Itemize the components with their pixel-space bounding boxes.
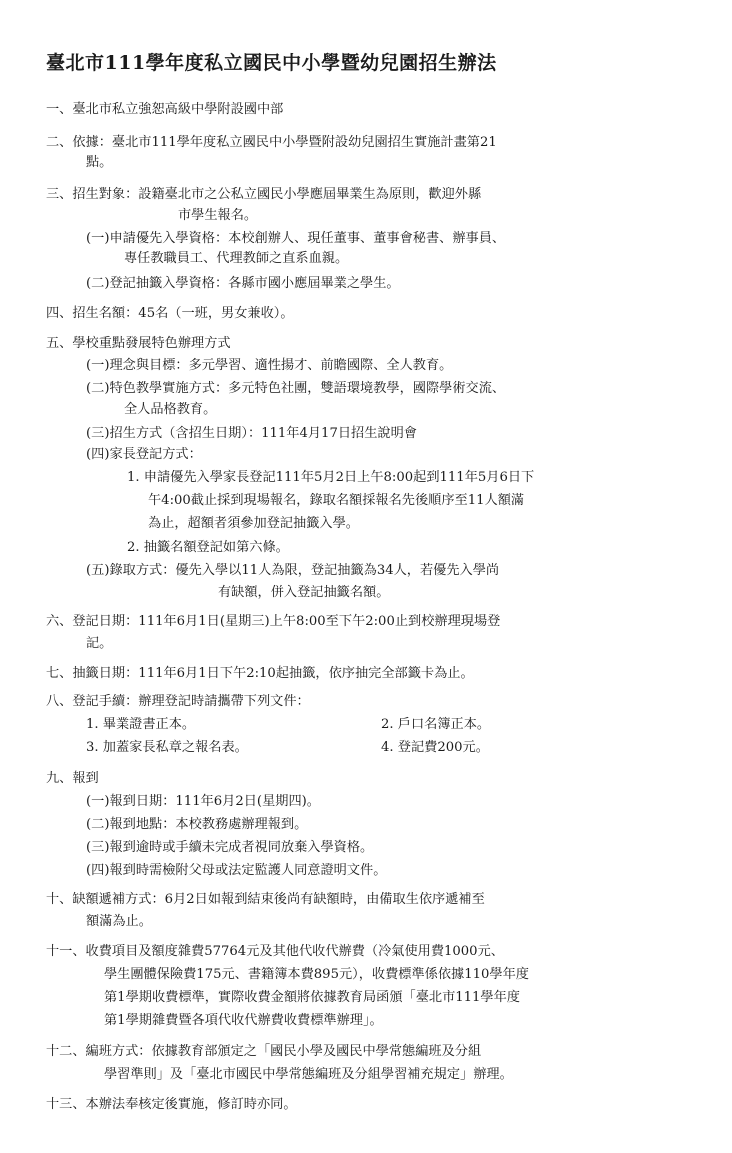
item-8: 八、登記手續：辦理登記時請攜帶下列文件： xyxy=(46,694,310,709)
item-5-5-cont: 有缺額，併入登記抽籤名額。 xyxy=(218,585,390,600)
item-9-3: (三)報到逾時或手續未完成者視同放棄入學資格。 xyxy=(86,840,374,855)
item-6: 六、登記日期：111年6月1日(星期三)上午8:00至下午2:00止到校辦理現場登 xyxy=(46,614,501,629)
item-5-4-2: 2. 抽籤名額登記如第六條。 xyxy=(127,540,289,555)
item-5-2-cont: 全人品格教育。 xyxy=(124,402,217,417)
item-9-2: (二)報到地點：本校教務處辦理報到。 xyxy=(86,817,308,832)
item-5-3: (三)招生方式（含招生日期）：111年4月17日招生說明會 xyxy=(86,426,417,441)
item-8-doc-2: 2. 戶口名簿正本。 xyxy=(381,717,491,732)
item-3-1: (一)申請優先入學資格：本校創辦人、現任董事、董事會秘書、辦事員、 xyxy=(86,231,506,246)
item-5-4-1-cont2: 為止，超額者須參加登記抽籤入學。 xyxy=(148,516,359,531)
document-title: 臺北市111學年度私立國民中小學暨幼兒園招生辦法 xyxy=(46,52,497,74)
item-3-1-cont: 專任教職員工、代理教師之直系血親。 xyxy=(124,251,349,266)
item-9-1: (一)報到日期：111年6月2日(星期四)。 xyxy=(86,794,320,809)
item-6-cont: 記。 xyxy=(86,636,113,651)
item-11-cont-3: 第1學期雜費暨各項代收代辦費收費標準辦理」。 xyxy=(104,1013,383,1028)
item-12-cont: 學習準則」及「臺北市國民中學常態編班及分組學習補充規定」辦理。 xyxy=(104,1067,513,1082)
item-5: 五、學校重點發展特色辦理方式 xyxy=(46,336,231,351)
item-13: 十三、本辦法奉核定後實施，修訂時亦同。 xyxy=(46,1097,297,1112)
item-12: 十二、編班方式：依據教育部頒定之「國民小學及國民中學常態編班及分組 xyxy=(46,1044,482,1059)
item-1: 一、臺北市私立強恕高級中學附設國中部 xyxy=(46,102,284,117)
item-5-5: (五)錄取方式：優先入學以11人為限，登記抽籤為34人，若優先入學尚 xyxy=(86,563,500,578)
item-4: 四、招生名額：45名（一班，男女兼收）。 xyxy=(46,306,294,321)
item-5-4: (四)家長登記方式： xyxy=(86,447,202,462)
item-8-doc-4: 4. 登記費200元。 xyxy=(381,740,489,755)
item-9-4: (四)報到時需檢附父母或法定監護人同意證明文件。 xyxy=(86,863,387,878)
item-8-doc-1: 1. 畢業證書正本。 xyxy=(86,717,196,732)
item-3: 三、招生對象：設籍臺北市之公私立國民小學應屆畢業生為原則，歡迎外縣 xyxy=(46,187,482,202)
item-11-cont-1: 學生團體保險費175元、書籍簿本費895元），收費標準係依據110學年度 xyxy=(104,967,529,982)
item-11: 十一、收費項目及額度雜費57764元及其他代收代辦費（冷氣使用費1000元、 xyxy=(46,944,504,959)
item-3-cont: 市學生報名。 xyxy=(178,208,258,223)
item-5-1: (一)理念與目標：多元學習、適性揚才、前瞻國際、全人教育。 xyxy=(86,358,453,373)
item-11-cont-2: 第1學期收費標準，實際收費金額將依據教育局函頒「臺北市111學年度 xyxy=(104,990,520,1005)
item-2: 二、依據：臺北市111學年度私立國民中小學暨附設幼兒園招生實施計畫第21 xyxy=(46,135,497,150)
item-10: 十、缺額遞補方式：6月2日如報到結束後尚有缺額時，由備取生依序遞補至 xyxy=(46,892,485,907)
item-5-4-1: 1. 申請優先入學家長登記111年5月2日上午8:00起到111年5月6日下 xyxy=(127,470,535,485)
item-8-doc-3: 3. 加蓋家長私章之報名表。 xyxy=(86,740,248,755)
item-5-4-1-cont: 午4:00截止採到現場報名，錄取名額採報名先後順序至11人額滿 xyxy=(148,493,525,508)
item-9: 九、報到 xyxy=(46,771,99,786)
item-5-2: (二)特色教學實施方式：多元特色社團，雙語環境教學，國際學術交流、 xyxy=(86,381,506,396)
item-10-cont: 額滿為止。 xyxy=(86,914,152,929)
item-7: 七、抽籤日期：111年6月1日下午2:10起抽籤，依序抽完全部籤卡為止。 xyxy=(46,666,474,681)
item-2-cont: 點。 xyxy=(86,155,113,170)
item-3-2: (二)登記抽籤入學資格：各縣市國小應屆畢業之學生。 xyxy=(86,276,400,291)
